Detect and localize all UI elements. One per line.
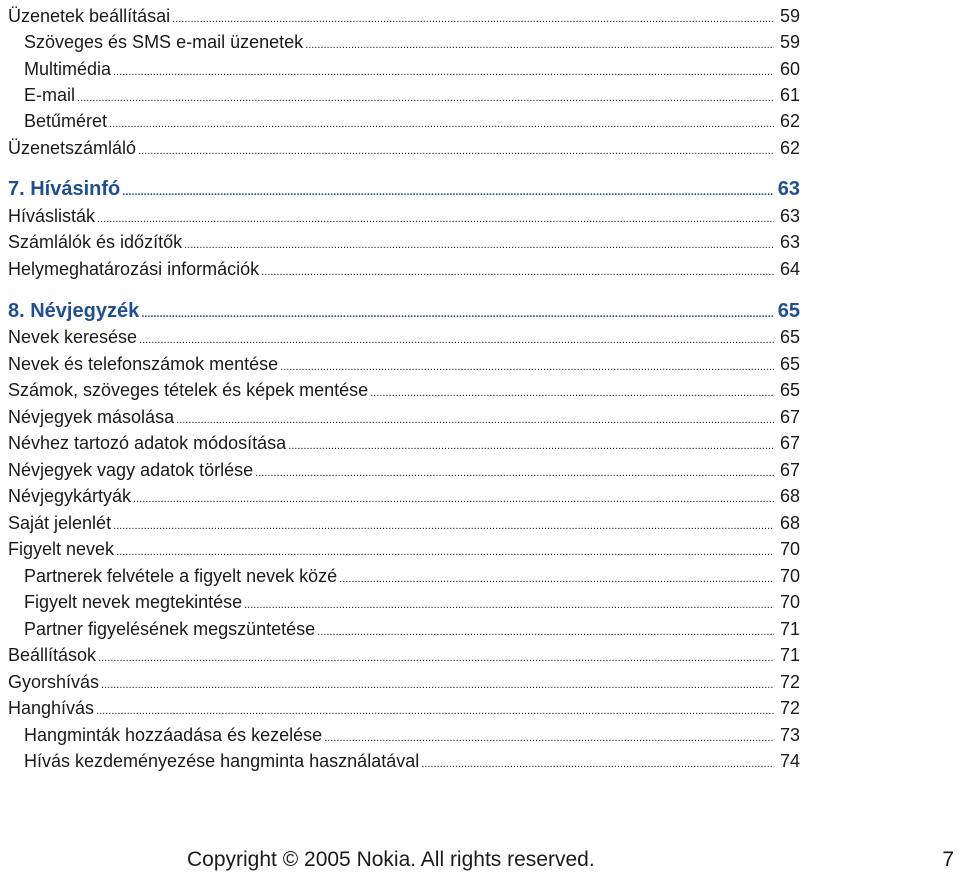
toc-entry[interactable] [0, 257, 800, 281]
toc-entry[interactable] [0, 405, 800, 429]
toc-entry-title: Hangminták hozzáadása és kezelése [24, 725, 323, 745]
toc-entry[interactable] [0, 30, 800, 54]
toc-entry-title: Nevek keresése [8, 327, 138, 347]
toc-entry[interactable] [0, 696, 800, 720]
toc-entry-page-number: 63 [779, 206, 800, 226]
toc-entry-title: Hívás kezdeményezése hangminta használatával [24, 751, 420, 771]
dot-leader [261, 260, 774, 284]
page-number: 7 [942, 848, 954, 871]
dot-leader [184, 233, 774, 257]
toc-entry-page-number: 74 [779, 751, 800, 771]
toc-entry-title: Nevek és telefonszámok mentése [8, 354, 279, 374]
dot-leader [139, 328, 774, 352]
toc-entry-title: Multimédia [24, 59, 112, 79]
dot-leader [141, 302, 774, 326]
toc-entry[interactable] [0, 511, 800, 535]
dot-leader [101, 673, 774, 697]
toc-entry[interactable] [0, 136, 800, 160]
toc-entry[interactable] [0, 57, 800, 81]
toc-entry-title: Betűméret [24, 111, 108, 131]
toc-entry-title: Hanghívás [8, 698, 95, 718]
dot-leader [122, 180, 773, 204]
toc-entry-page-number: 65 [779, 354, 800, 374]
dot-leader [133, 487, 774, 511]
dot-leader [280, 355, 774, 379]
toc-entry[interactable] [0, 378, 800, 402]
toc-entry-page-number: 63 [777, 178, 800, 200]
toc-entry-title: E-mail [24, 85, 76, 105]
toc-entry-title: Üzenetszámláló [8, 138, 137, 158]
toc-entry-title: Névhez tartozó adatok módosítása [8, 433, 287, 453]
toc-entry-page-number: 70 [779, 592, 800, 612]
dot-leader [255, 461, 774, 485]
toc-entry-title: Figyelt nevek [8, 539, 115, 559]
toc-entry-title: Számlálók és időzítők [8, 232, 183, 252]
toc-entry-page-number: 67 [779, 407, 800, 427]
toc-entry[interactable] [0, 83, 800, 107]
toc-entry-title: Szöveges és SMS e-mail üzenetek [24, 32, 304, 52]
toc-entry-page-number: 68 [779, 486, 800, 506]
dot-leader [370, 381, 774, 405]
toc-entry[interactable] [0, 643, 800, 667]
toc-entry-page-number: 65 [777, 300, 800, 322]
dot-leader [116, 540, 774, 564]
toc-entry-title: Híváslisták [8, 206, 96, 226]
toc-entry[interactable] [0, 204, 800, 228]
toc-entry-title: Partnerek felvétele a figyelt nevek közé [24, 566, 338, 586]
dot-leader [96, 699, 774, 723]
toc-entry-title: Üzenetek beállításai [8, 6, 171, 26]
dot-leader [113, 514, 774, 538]
toc-entry-page-number: 62 [779, 111, 800, 131]
dot-leader [288, 434, 774, 458]
toc-entry-page-number: 73 [779, 725, 800, 745]
toc-entry-page-number: 65 [779, 327, 800, 347]
dot-leader [172, 7, 774, 31]
toc-entry[interactable] [0, 617, 800, 641]
dot-leader [97, 207, 774, 231]
toc-entry-page-number: 64 [779, 259, 800, 279]
toc-entry-page-number: 71 [779, 645, 800, 665]
dot-leader [77, 86, 774, 110]
toc-entry-page-number: 72 [779, 698, 800, 718]
toc-entry[interactable] [0, 537, 800, 561]
toc-entry-page-number: 59 [779, 32, 800, 52]
toc-entry[interactable] [0, 749, 800, 773]
dot-leader [176, 408, 774, 432]
toc-entry-page-number: 70 [779, 539, 800, 559]
dot-leader [339, 567, 774, 591]
copyright-notice: Copyright © 2005 Nokia. All rights reserved. [187, 848, 595, 871]
toc-entry-page-number: 62 [779, 138, 800, 158]
toc-entry[interactable] [0, 431, 800, 455]
toc-entry[interactable] [0, 230, 800, 254]
toc-entry-page-number: 71 [779, 619, 800, 639]
toc-entry[interactable] [0, 670, 800, 694]
toc-entry-page-number: 68 [779, 513, 800, 533]
toc-entry-page-number: 72 [779, 672, 800, 692]
toc-entry[interactable] [0, 109, 800, 133]
toc-entry[interactable] [0, 484, 800, 508]
page-footer [0, 846, 960, 874]
toc-entry[interactable] [0, 723, 800, 747]
toc-entry[interactable] [0, 4, 800, 28]
toc-entry-page-number: 59 [779, 6, 800, 26]
toc-entry-title: Névjegykártyák [8, 486, 132, 506]
toc-entry-title: 8. Névjegyzék [8, 300, 140, 322]
toc-entry-title: Helymeghatározási információk [8, 259, 260, 279]
toc-entry-page-number: 61 [779, 85, 800, 105]
dot-leader [138, 139, 774, 163]
toc-entry[interactable] [0, 564, 800, 588]
toc-entry[interactable] [0, 458, 800, 482]
dot-leader [109, 112, 774, 136]
toc-entry-page-number: 70 [779, 566, 800, 586]
toc-entry-page-number: 67 [779, 433, 800, 453]
toc-entry-title: Névjegyek vagy adatok törlése [8, 460, 254, 480]
toc-entry-title: Beállítások [8, 645, 97, 665]
toc-chapter-heading[interactable] [0, 299, 800, 323]
toc-entry[interactable] [0, 352, 800, 376]
dot-leader [317, 620, 774, 644]
toc-entry-title: Gyorshívás [8, 672, 100, 692]
dot-leader [244, 593, 774, 617]
toc-entry-title: Partner figyelésének megszüntetése [24, 619, 316, 639]
dot-leader [98, 646, 774, 670]
toc-entry[interactable] [0, 325, 800, 349]
toc-entry-page-number: 65 [779, 380, 800, 400]
dot-leader [305, 33, 774, 57]
dot-leader [113, 60, 774, 84]
toc-entry-page-number: 67 [779, 460, 800, 480]
toc-entry-title: Számok, szöveges tételek és képek mentése [8, 380, 369, 400]
dot-leader [421, 752, 774, 776]
toc-entry[interactable] [0, 590, 800, 614]
toc-entry-title: 7. Hívásinfó [8, 178, 121, 200]
dot-leader [324, 726, 774, 750]
toc-entry-title: Figyelt nevek megtekintése [24, 592, 243, 612]
toc-chapter-heading[interactable] [0, 177, 800, 201]
toc-entry-page-number: 60 [779, 59, 800, 79]
toc-entry-title: Névjegyek másolása [8, 407, 175, 427]
toc-entry-title: Saját jelenlét [8, 513, 112, 533]
toc-entry-page-number: 63 [779, 232, 800, 252]
